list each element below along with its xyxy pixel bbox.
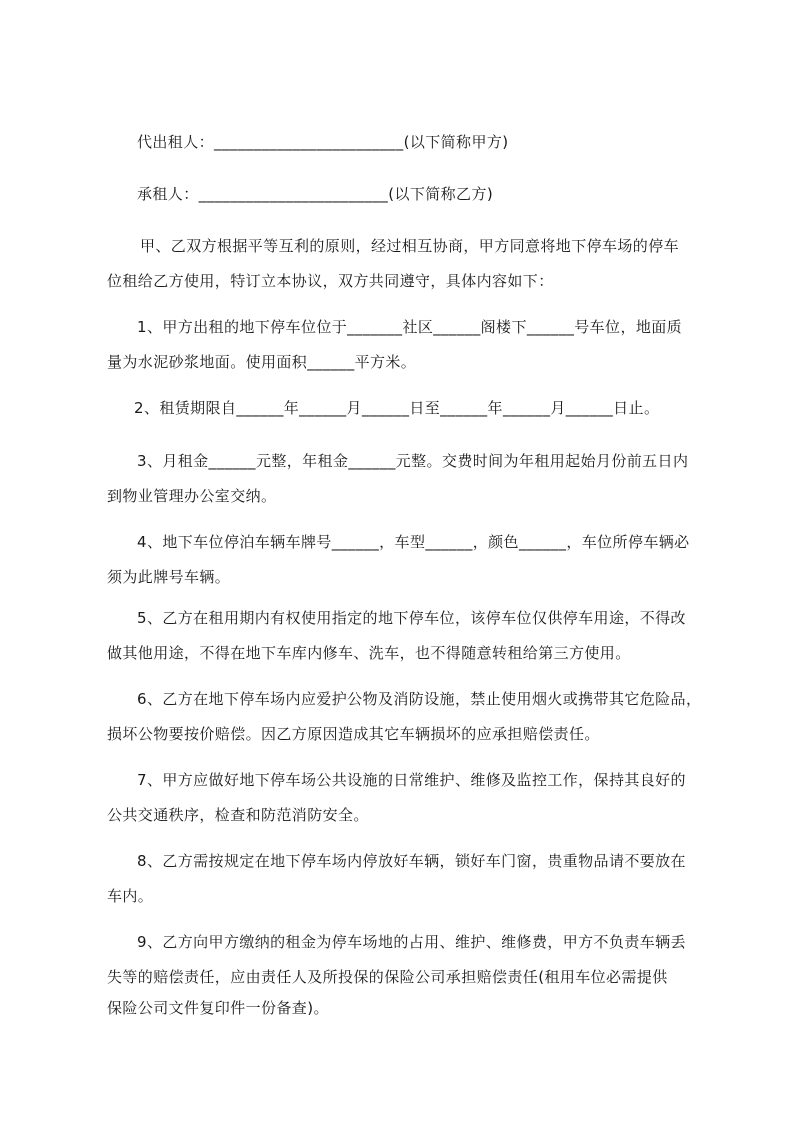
clause-7	[107, 770, 713, 840]
lessee-line: 承租人：________________________(以下简称乙方)	[137, 185, 494, 203]
clause-line: 5、乙方在租用期内有权使用指定的地下停车位，该停车位仅供停车用途，不得改	[137, 609, 686, 627]
clause-2	[107, 398, 713, 433]
clause-line: 量为水泥砂浆地面。使用面积______平方米。	[107, 353, 417, 371]
clause-line: 6、乙方在地下停车场内应爱护公物及消防设施，禁止使用烟火或携带其它危险品，	[137, 690, 702, 708]
clause-line: 3、月租金______元整，年租金______元整。交费时间为年租用起始月份前五日内	[137, 452, 689, 470]
clause-line: 车内。	[107, 887, 154, 905]
clause-line: 失等的赔偿责任，应由责任人及所投保的保险公司承担赔偿责任(租用车位必需提供	[107, 968, 668, 986]
clause-line: 4、地下车位停泊车辆车牌号______，车型______，颜色______，车位所停车辆必	[137, 533, 690, 551]
clause-line: 损坏公物要按价赔偿。因乙方原因造成其它车辆损坏的应承担赔偿责任。	[107, 725, 600, 743]
clause-line: 2、租赁期限自______年______月______日至______年______月______日止。	[134, 399, 660, 417]
clause-4	[107, 532, 713, 602]
clause-line: 7、甲方应做好地下停车场公共设施的日常维护、维修及监控工作，保持其良好的	[137, 771, 686, 789]
clause-line: 9、乙方向甲方缴纳的租金为停车场地的占用、维护、维修费，甲方不负责车辆丢	[137, 933, 686, 951]
clause-line: 8、乙方需按规定在地下停车场内停放好车辆，锁好车门窗，贵重物品请不要放在	[137, 852, 686, 870]
intro-paragraph	[107, 236, 713, 306]
clause-line: 公共交通秩序，检查和防范消防安全。	[107, 806, 369, 824]
clause-5	[107, 608, 713, 678]
clause-line: 做其他用途，不得在地下车库内修车、洗车，也不得随意转租给第三方使用。	[107, 644, 631, 662]
clause-line: 保险公司文件复印件一份备查)。	[107, 999, 329, 1017]
clause-line: 须为此牌号车辆。	[107, 568, 231, 586]
clause-6	[107, 689, 713, 759]
lessor-line: 代出租人：________________________(以下简称甲方)	[137, 133, 509, 151]
clause-8	[107, 851, 713, 921]
clause-1	[107, 317, 713, 387]
clause-line: 1、甲方出租的地下停车位位于_______社区______阁楼下______号车位，地面质	[137, 318, 683, 336]
clause-line: 到物业管理办公室交纳。	[107, 487, 277, 505]
intro-line: 位租给乙方使用，特订立本协议，双方共同遵守，具体内容如下：	[107, 272, 554, 290]
clause-3	[107, 451, 713, 521]
clause-9	[107, 932, 713, 1033]
intro-line: 甲、乙双方根据平等互利的原则，经过相互协商，甲方同意将地下停车场的停车	[140, 237, 680, 255]
